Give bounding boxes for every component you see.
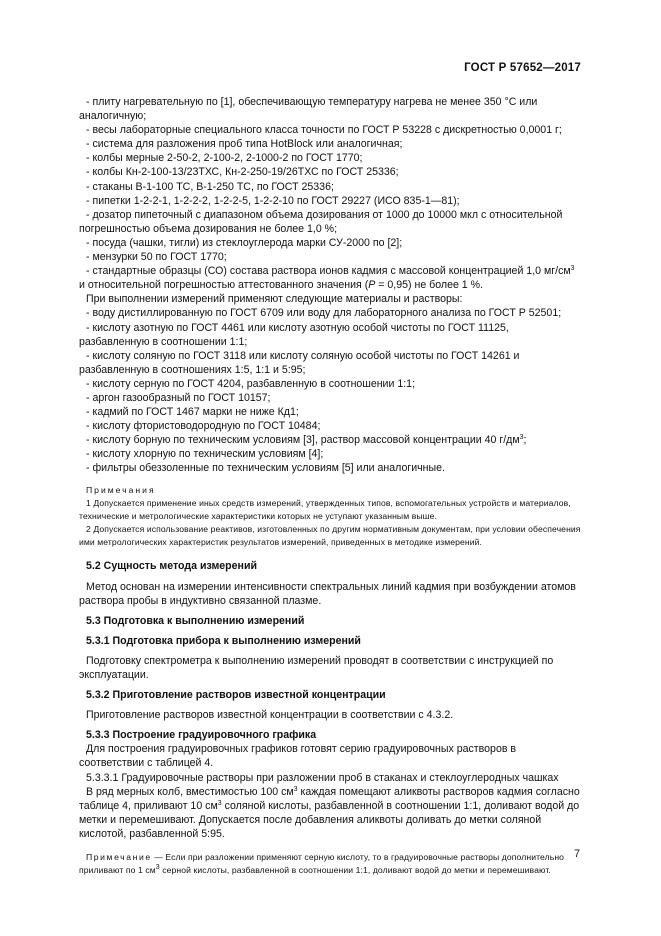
list-item: - весы лабораторные специального класса точности по ГОСТ Р 53228 с дискретностью 0,0001 г;	[86, 124, 562, 137]
section-5-3-heading: 5.3 Подготовка к выполнению измерений	[86, 614, 305, 627]
note-1: 1 Допускается применение иных средств измерений, утвержденных типов, вспомогательных устройств и материалов, технические и метрологические характеристики которых не уступают указанным выше.	[79, 497, 571, 521]
list-item: - система для разложения проб типа HotBlock или аналогичная;	[86, 138, 403, 151]
list-item: - посуда (чашки, тигли) из стеклоуглерода марки СУ-2000 по [2];	[86, 236, 403, 249]
note-2: 2 Допускается использование реактивов, изготовленных по другим нормативным документам, при условии обеспечения ими метрологических характеристик результатов измерений, приведенных в методике измерений.	[79, 524, 581, 548]
section-5-2-text: Метод основан на измерении интенсивности спектральных линий кадмия при возбуждении атомов раствора пробы в индуктивно связанной плазме.	[79, 580, 576, 607]
page-content	[79, 95, 581, 877]
list-item: - стаканы В-1-100 ТС, В-1-250 ТС, по ГОСТ 25336;	[86, 180, 334, 193]
list-item: - колбы мерные 2-50-2, 2-100-2, 2-1000-2 по ГОСТ 1770;	[86, 152, 363, 165]
equipment-list	[79, 95, 581, 264]
list-item: - фильтры обеззоленные по техническим условиям [5] или аналогичные.	[86, 462, 445, 475]
section-5-3-1-heading: 5.3.1 Подготовка прибора к выполнению измерений	[86, 634, 361, 647]
notes-title: Примечания	[86, 484, 156, 495]
list-item: - кислоту азотную по ГОСТ 4461 или кислоту азотную особой чистоты по ГОСТ 11125, разбавленную в соотношении 1:1;	[79, 321, 509, 348]
section-5-3-3-text: Для построения градуировочных графиков готовят серию градуировочных растворов в соответствии с таблицей 4.	[79, 743, 517, 770]
list-item: - воду дистиллированную по ГОСТ 6709 или воду для лабораторного анализа по ГОСТ Р 52501;	[86, 307, 562, 320]
section-5-3-3-heading: 5.3.3 Построение градуировочного графика	[86, 729, 317, 742]
section-5-3-3-1-heading: 5.3.3.1 Градуировочные растворы при разложении проб в стаканах и стеклоуглеродных чашках	[86, 771, 559, 784]
list-item: - колбы Кн-2-100-13/23ТХС, Кн-2-250-19/26ТХС по ГОСТ 25336;	[86, 166, 399, 179]
list-item: - пипетки 1-2-2-1, 1-2-2-2, 1-2-2-5, 1-2-2-10 по ГОСТ 29227 (ИСО 835-1—81);	[86, 194, 460, 207]
materials-list	[79, 306, 581, 433]
list-item-boric-acid: - кислоту борную по техническим условиям [3], раствор массовой концентрации 40 $г/дм^3$;	[86, 434, 527, 447]
page-number: 7	[574, 848, 580, 860]
final-note: Примечание — Если при разложении применяют серную кислоту, то в градуировочные растворы дополнительно приливают по 1 $см^3$ серной кислоты, разбавленной в соотношении 1:1, доливают водой до метки и перемешивают.	[79, 852, 565, 876]
list-item: - кислоту хлорную по техническим условиям [4];	[86, 448, 324, 461]
section-5-3-2-heading: 5.3.2 Приготовление растворов известной концентрации	[86, 689, 386, 702]
list-item-standard-samples: - стандартные образцы (СО) состава раствора ионов кадмия с массовой концентрацией 1,0 $мг/см^3$ и относительной погрешностью аттестованного значения (Р = 0,95) не более 1 %.	[79, 265, 575, 292]
document-header: ГОСТ Р 57652—2017	[464, 62, 581, 74]
list-item: - аргон газообразный по ГОСТ 10157;	[86, 391, 271, 404]
section-5-2-heading: 5.2 Сущность метода измерений	[86, 560, 257, 573]
final-note-label: Примечание	[86, 852, 152, 863]
materials-list-end	[79, 447, 581, 475]
section-5-3-1-text: Подготовку спектрометра к выполнению измерений проводят в соответствии с инструкцией по эксплуатации.	[79, 654, 554, 681]
list-item: - мензурки 50 по ГОСТ 1770;	[86, 251, 227, 264]
section-5-3-2-text: Приготовление растворов известной концентрации в соответствии с 4.3.2.	[86, 709, 454, 722]
list-item: - дозатор пипеточный с диапазоном объема дозирования от 1000 до 10000 мкл с относительной погрешностью объема дозирования не более 1,0 %;	[79, 208, 563, 235]
list-item: - кислоту соляную по ГОСТ 3118 или кислоту соляную особой чистоты по ГОСТ 14261 и разбавленную в соотношениях 1:5, 1:1 и 5:95;	[79, 349, 520, 376]
materials-intro: При выполнении измерений применяют следующие материалы и растворы:	[86, 293, 463, 306]
list-item: - кислоту серную по ГОСТ 4204, разбавленную в соотношении 1:1;	[86, 377, 416, 390]
list-item: - кислоту фтористоводородную по ГОСТ 10484;	[86, 420, 321, 433]
list-item: - кадмий по ГОСТ 1467 марки не ниже Кд1;	[86, 406, 299, 419]
list-item: - плиту нагревательную по [1], обеспечивающую температуру нагрева не менее 350 °С или аналогичную;	[79, 96, 538, 123]
section-5-3-3-1-text: В ряд мерных колб, вместимостью 100 $см^3$ каждая помещают аликвоты растворов кадмия согласно таблице 4, приливают 10 $см^3$ соляной кислоты, разбавленной в соотношении 1:1, доливают водой до метки и перемешивают. Допускается после добавления аликвоты доливать до метки соляной кислотой, разбавленной 5:95.	[79, 785, 580, 840]
